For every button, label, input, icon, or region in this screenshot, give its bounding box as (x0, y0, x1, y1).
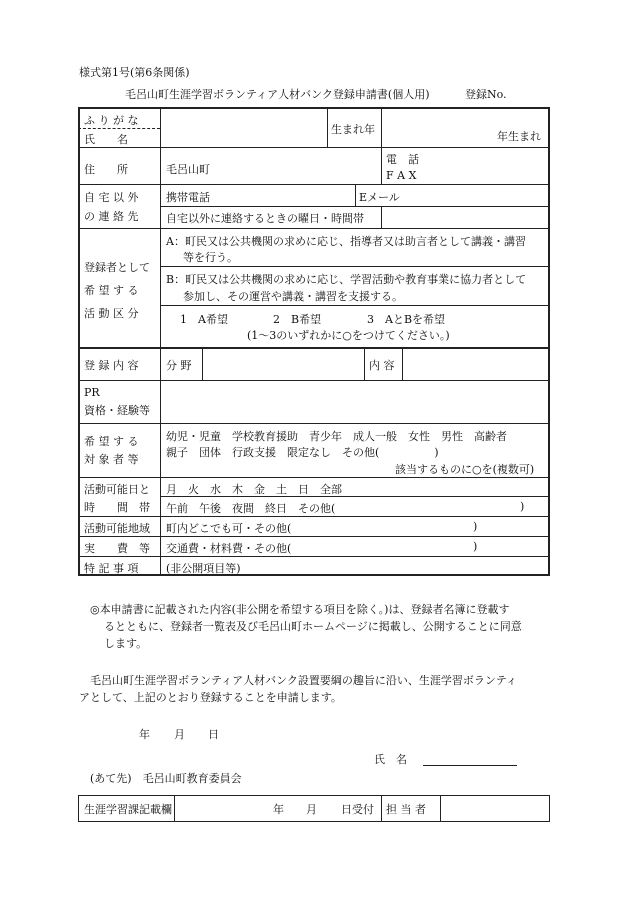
name-field[interactable] (161, 108, 326, 147)
choice-note: (1～3のいずれかに○をつけてください。) (247, 329, 450, 342)
pr-label-1: PR (84, 386, 100, 399)
pr-input[interactable] (161, 381, 548, 422)
time-close: ) (520, 500, 525, 513)
days-label-1: 活動可能日と (84, 483, 150, 496)
cost-options[interactable]: 交通費・材料費・その他( (166, 542, 292, 555)
form-number: 様式第1号(第6条関係) (79, 66, 190, 79)
signature-line[interactable] (423, 765, 517, 766)
pr-label-2: 資格・経験等 (84, 404, 150, 417)
addressee: (あて先) 毛呂山町教育委員会 (90, 772, 242, 785)
office-staff-field[interactable] (441, 796, 548, 821)
office-year[interactable]: 年 (273, 803, 284, 816)
date-day[interactable]: 日 (208, 728, 219, 741)
birth-year-field[interactable] (382, 108, 548, 147)
activity-label-3: 活 動 区 分 (84, 307, 139, 320)
activity-label-1: 登録者として (84, 261, 150, 274)
address-value[interactable]: 毛呂山町 (166, 163, 210, 176)
choice-1[interactable]: 1 A希望 (180, 313, 228, 326)
option-a-line-1: A：町民又は公共機関の求めに応じ、指導者又は助言者として講義・講習 (166, 235, 526, 248)
notice-line-3: します。 (104, 637, 148, 650)
content-label: 登 録 内 容 (84, 359, 139, 372)
field-input[interactable] (203, 348, 363, 379)
area-label: 活動可能地域 (84, 522, 150, 535)
days-label-2: 時 間 帯 (84, 501, 150, 514)
notice-line-1: ◎本申請書に記載された内容(非公開を希望する項目を除く。)は、登録者名簿に登載す (90, 603, 510, 616)
furigana-label: ふ り が な (84, 114, 139, 127)
birth-year-label: 生まれ年 (331, 123, 375, 136)
name-label: 氏 名 (84, 133, 128, 146)
office-staff-label: 担 当 者 (386, 803, 426, 816)
time-options[interactable]: 午前 午後 夜間 終日 その他( (166, 502, 336, 515)
office-month[interactable]: 月 (306, 803, 317, 816)
mobile-label: 携帯電話 (166, 191, 210, 204)
option-b-line-1: B：町民又は公共機関の求めに応じ、学習活動や教育事業に協力者として (166, 273, 527, 286)
registration-no-label: 登録No. (465, 88, 507, 101)
office-record-label: 生涯学習課記載欄 (84, 803, 172, 816)
fax-label: F A X (386, 169, 417, 182)
contact-time-label: 自宅以外に連絡するときの曜日・時間帯 (166, 212, 364, 225)
date-year[interactable]: 年 (139, 728, 150, 741)
area-close: ) (473, 520, 478, 533)
phone-label: 電 話 (386, 153, 419, 166)
field-label: 分 野 (166, 359, 192, 372)
choice-3[interactable]: 3 AとBを希望 (367, 313, 446, 326)
email-label: Eメール (359, 191, 400, 204)
cost-close: ) (473, 540, 478, 553)
statement-line-2: アとして、上記のとおり登録することを申請します。 (79, 691, 342, 704)
statement-line-1: 毛呂山町生涯学習ボランティア人材バンク設置要綱の趣旨に沿い、生涯学習ボランティ (90, 674, 518, 687)
target-options-line-1[interactable]: 幼児・児童 学校教育援助 青少年 成人一般 女性 男性 高齢者 (166, 430, 507, 443)
notice-line-2: るとともに、登録者一覧表及び毛呂山町ホームページに掲載し、公開することに同意 (104, 620, 522, 633)
date-month[interactable]: 月 (174, 728, 185, 741)
area-options[interactable]: 町内どこでも可・その他( (166, 522, 292, 535)
address-label: 住 所 (84, 163, 128, 176)
target-options-line-2[interactable]: 親子 団体 行政支援 限定なし その他( ) (166, 446, 439, 459)
notes-label: 特 記 事 項 (84, 562, 139, 575)
birth-year-suffix: 年生まれ (497, 130, 541, 143)
choice-2[interactable]: 2 B希望 (273, 313, 322, 326)
option-b-line-2: 参加し、その運営や講義・講習を支援する。 (183, 290, 403, 303)
detail-label: 内 容 (369, 359, 395, 372)
option-a-line-2: 等を行う。 (183, 251, 238, 264)
detail-input[interactable] (403, 348, 548, 379)
target-label-1: 希 望 す る (84, 435, 139, 448)
target-label-2: 対 象 者 等 (84, 453, 139, 466)
signature-name-label: 氏 名 (374, 753, 407, 766)
days-options[interactable]: 月 火 水 木 金 土 日 全部 (166, 483, 342, 496)
notes-value[interactable]: (非公開項目等) (166, 562, 241, 575)
target-note: 該当するものに○を(複数可) (395, 463, 535, 476)
page-title: 毛呂山町生涯学習ボランティア人材バンク登録申請書(個人用) (125, 88, 430, 101)
contact-label-1: 自 宅 以 外 (84, 191, 139, 204)
activity-label-2: 希 望 す る (84, 284, 139, 297)
cost-label: 実 費 等 (84, 542, 150, 555)
office-received[interactable]: 日受付 (341, 803, 374, 816)
contact-label-2: の 連 絡 先 (84, 210, 139, 223)
